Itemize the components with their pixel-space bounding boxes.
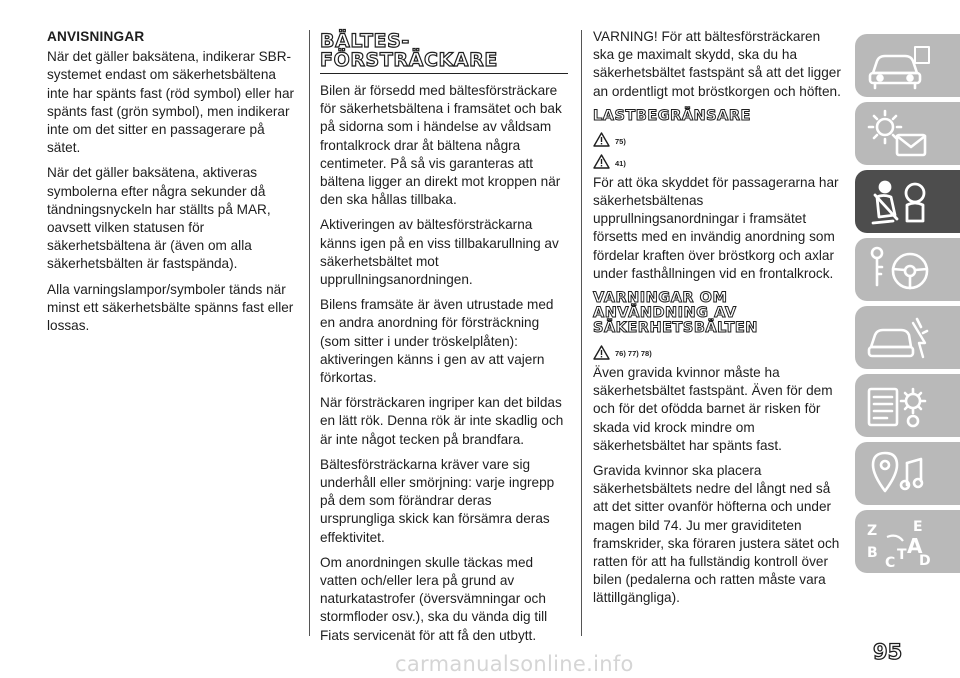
- tab-index[interactable]: [855, 510, 960, 573]
- section-heading: ANVISNINGAR: [47, 29, 145, 44]
- section-title: VARNINGAR OM ANVÄNDNING AV SÄKERHETSBÄLTEN: [593, 290, 758, 337]
- warning-reference: [593, 152, 841, 172]
- tab-safety[interactable]: [855, 170, 960, 233]
- maintenance-gear-icon: [863, 379, 933, 433]
- key-steering-wheel-icon: [863, 243, 933, 297]
- alphabet-index-icon: [863, 515, 933, 569]
- paragraph: När det gäller baksätena, indikerar SBR-systemet endast om säkerhetsbältena inte har spänts fast (röd symbol) eller har spänts fast (grön symbol), men indikerar inte om det sitter en passagerare på sätet.: [47, 49, 295, 156]
- warning-paragraph: VARNING! För att bältesförsträckaren ska ge maximalt skydd, ska du ha säkerhetsbältet fastspänt så att det ligger an ordentligt mot bröstkorgen och höften.: [593, 29, 841, 99]
- paragraph: När försträckaren ingriper kan det bildas en lätt rök. Denna rök är inte skadlig och är inte något tecken på brandfara.: [320, 395, 564, 447]
- page-number: 95: [873, 640, 903, 664]
- index-letter: C: [885, 555, 896, 569]
- multimedia-icon: [863, 447, 933, 501]
- tab-car-info[interactable]: [855, 34, 960, 97]
- chapter-tabs: [855, 34, 960, 578]
- warning-ref-number: 41): [615, 158, 626, 168]
- column-middle: [320, 28, 568, 652]
- paragraph: Alla varningslampor/symboler tänds när minst ett säkerhetsbälte spänns fast eller lossas.: [47, 281, 294, 334]
- index-letter: E: [913, 519, 923, 535]
- index-letter: T: [897, 547, 907, 563]
- warning-lights-icon: [863, 107, 933, 161]
- index-letter: D: [919, 553, 931, 569]
- paragraph: Aktiveringen av bältesförsträckarna känns igen på en viss tillbakarullning av säkerhetsbältet mot upprullningsanordningen.: [320, 217, 559, 288]
- warning-reference: [593, 130, 841, 150]
- watermark: carmanualsonline.info: [395, 652, 634, 676]
- paragraph: Bilen är försedd med bältesförsträckare för säkerhetsbältena i framsätet och bak på sidorna som i händelse av våldsam frontalkrock drar åt bältena några centimeter. På så vis garanteras att bältena ligger an direkt mot kroppen när den ska hållas tillbaka.: [320, 83, 562, 208]
- tab-starting-driving[interactable]: [855, 238, 960, 301]
- index-letter: Z: [867, 523, 878, 539]
- tab-multimedia[interactable]: [855, 442, 960, 505]
- warning-ref-number: 76) 77) 78): [615, 348, 652, 358]
- caution-triangle-icon: [593, 154, 610, 169]
- section-title: LASTBEGRÄNSARE: [593, 107, 751, 124]
- tab-maintenance[interactable]: [855, 374, 960, 437]
- paragraph: När det gäller baksätena, aktiveras symbolerna efter några sekunder då tändningsnyckeln har ställts på MAR, oavsett vilken statusen för säkerhetsbältena är (även om alla säkerhetsbälten är fastspända).: [47, 165, 271, 272]
- warning-reference: [593, 342, 841, 362]
- index-letter: A: [907, 534, 923, 558]
- column-left: [47, 28, 295, 342]
- index-letter: B: [867, 545, 878, 561]
- seatbelt-airbag-icon: [863, 175, 933, 229]
- paragraph: Bältesförsträckarna kräver vare sig underhåll eller smörjning: varje ingrepp på dem som förändrar deras ursprungliga skick kan försämra deras effektivitet.: [320, 456, 555, 545]
- tab-emergency[interactable]: [855, 306, 960, 369]
- warning-triangle-icon: [593, 345, 610, 360]
- warning-triangle-icon: [593, 132, 610, 147]
- paragraph: Om anordningen skulle täckas med vatten och/eller lera på grund av naturkatastrofer (översvämningar och stormfloder osv.), ska du vända dig till Fiats servicenät för att få den utbytt.: [320, 554, 548, 643]
- warning-ref-number: 75): [615, 136, 626, 146]
- car-info-icon: [863, 39, 933, 93]
- column-divider: [581, 30, 582, 636]
- section-title: BÄLTES-FÖRSTRÄCKARE: [320, 32, 568, 74]
- column-right: [593, 28, 841, 615]
- paragraph: Bilens framsäte är även utrustade med en andra anordning för försträckning (som sitter i under tröskelplåten): aktiveringen känns i gen av att vajern förkortas.: [320, 297, 554, 386]
- paragraph: Gravida kvinnor ska placera säkerhetsbältets nedre del långt ned så att det sitter ovanför höfterna och under magen bild 74. Ju mer graviditeten framskrider, ska föraren justera sätet och ratten för att ha fullständig kontroll över bilen (pedalerna och ratten måste vara lättillgängliga).: [593, 463, 840, 606]
- tab-warning-lights[interactable]: [855, 102, 960, 165]
- car-crash-icon: [863, 311, 933, 365]
- paragraph: Även gravida kvinnor måste ha säkerhetsbältet fastspänt. Även för dem och för det ofödda barnet är risken för skada vid krock mindre om säkerhetsbältet har spänts fast.: [593, 365, 833, 453]
- paragraph: För att öka skyddet för passagerarna har säkerhetsbältenas upprullningsanordningar i framsätet försetts med en invändig anordning som fördelar kraften över bröstkorg och axlar under fasthållningen vid en frontalkrock.: [593, 174, 839, 281]
- column-divider: [309, 30, 310, 636]
